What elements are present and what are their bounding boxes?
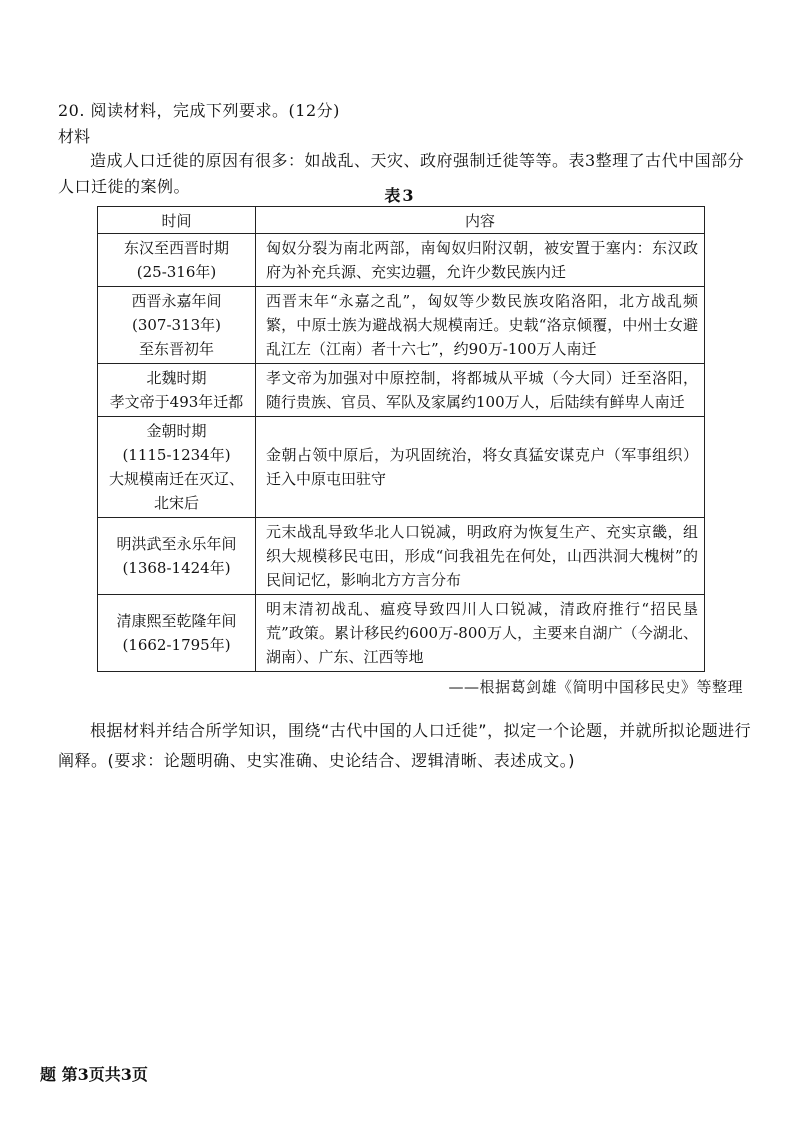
row-content-cell: 元末战乱导致华北人口锐减，明政府为恢复生产、充实京畿，组织大规模移民屯田，形成“问我祖先在何处，山西洪洞大槐树”的民间记忆，影响北方方言分布 xyxy=(256,518,705,595)
time-line: (1115-1234年) xyxy=(122,446,231,464)
table-body xyxy=(98,234,705,672)
row-time-cell xyxy=(98,287,256,364)
time-line: (1662-1795年) xyxy=(122,636,231,654)
question-title: 20. 阅读材料，完成下列要求。(12分) xyxy=(58,101,340,120)
time-line: 明洪武至永乐年间 xyxy=(116,535,237,553)
time-line: (25-316年) xyxy=(136,263,217,281)
migration-table xyxy=(97,206,705,672)
row-content-cell: 孝文帝为加强对中原控制，将都城从平城（今大同）迁至洛阳，随行贵族、官员、军队及家属约100万人，后陆续有鲜卑人南迁 xyxy=(256,364,705,417)
time-line: 金朝时期 xyxy=(146,422,207,440)
time-line: 东汉至西晋时期 xyxy=(123,239,229,257)
time-line: 大规模南迁在灭辽、 xyxy=(108,470,244,488)
task-instruction: 根据材料并结合所学知识，围绕“古代中国的人口迁徙”，拟定一个论题，并就所拟论题进行阐释。(要求：论题明确、史实准确、史论结合、逻辑清晰、表述成文。) xyxy=(58,721,752,770)
time-line: 北宋后 xyxy=(153,494,199,512)
table-row xyxy=(98,234,705,287)
table-row xyxy=(98,518,705,595)
header-time: 时间 xyxy=(98,207,256,234)
row-content-cell: 西晋末年“永嘉之乱”，匈奴等少数民族攻陷洛阳，北方战乱频繁，中原士族为避战祸大规模南迁。史载“洛京倾覆，中州士女避乱江左（江南）者十六七”，约90万-100万人南迁 xyxy=(256,287,705,364)
time-line: 西晋永嘉年间 xyxy=(131,292,222,310)
time-line: (1368-1424年) xyxy=(122,559,231,577)
time-line: 孝文帝于493年迁都 xyxy=(109,393,244,411)
table-row xyxy=(98,364,705,417)
table-header-row xyxy=(98,207,705,234)
table-source: ——根据葛剑雄《简明中国移民史》等整理 xyxy=(448,678,743,696)
table-row xyxy=(98,417,705,518)
row-time-cell xyxy=(98,518,256,595)
material-intro: 造成人口迁徙的原因有很多：如战乱、天灾、政府强制迁徙等等。表3整理了古代中国部分人口迁徙的案例。 xyxy=(58,151,745,196)
time-line: (307-313年) xyxy=(131,316,222,334)
time-line: 北魏时期 xyxy=(146,369,207,387)
row-time-cell xyxy=(98,417,256,518)
row-content-cell: 明末清初战乱、瘟疫导致四川人口锐减，清政府推行“招民垦荒”政策。累计移民约600万-800万人，主要来自湖广（今湖北、湖南）、广东、江西等地 xyxy=(256,595,705,672)
row-content-cell: 金朝占领中原后，为巩固统治，将女真猛安谋克户（军事组织）迁入中原屯田驻守 xyxy=(256,417,705,518)
material-label: 材料 xyxy=(58,127,91,146)
header-content: 内容 xyxy=(256,207,705,234)
page-footer: 题 第3页共3页 xyxy=(40,1065,148,1084)
row-content-cell: 匈奴分裂为南北两部，南匈奴归附汉朝，被安置于塞内：东汉政府为补充兵源、充实边疆，允许少数民族内迁 xyxy=(256,234,705,287)
row-time-cell xyxy=(98,595,256,672)
time-line: 至东晋初年 xyxy=(138,340,214,358)
table-row xyxy=(98,595,705,672)
time-line: 清康熙至乾隆年间 xyxy=(116,612,237,630)
row-time-cell xyxy=(98,234,256,287)
table-row xyxy=(98,287,705,364)
table-caption: 表3 xyxy=(384,186,416,205)
row-time-cell xyxy=(98,364,256,417)
